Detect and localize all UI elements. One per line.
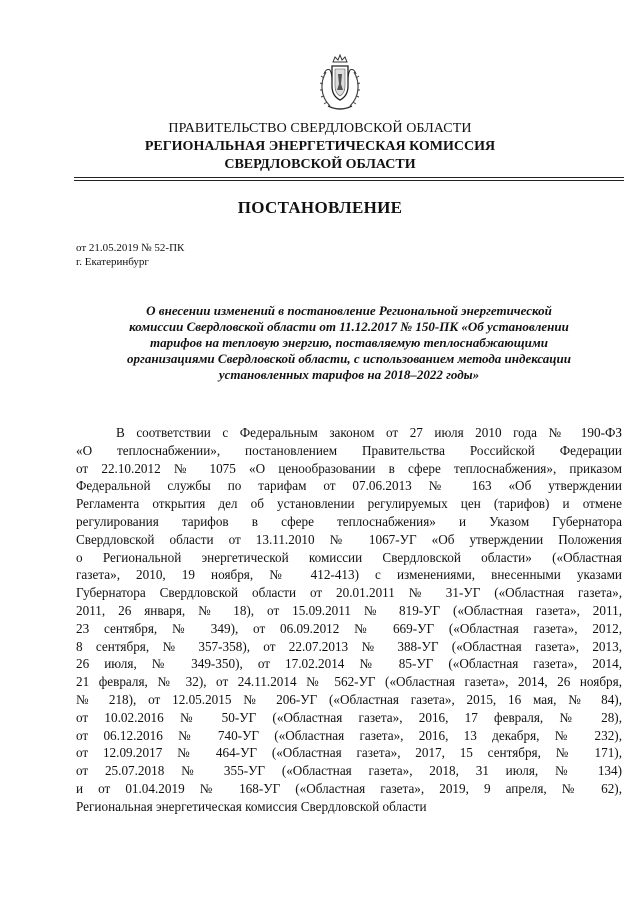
header-divider <box>74 177 624 178</box>
body-line: 2011, 26 января, № 18), от 15.09.2011 № 819-УГ («Областная газета», 2011, <box>76 602 622 618</box>
subject-line: тарифов на тепловую энергию, поставляемую теплоснабжающими <box>150 335 548 350</box>
subject-line: организациями Свердловской области, с использованием метода индексации <box>127 351 571 366</box>
coat-of-arms-icon <box>316 54 364 114</box>
body-line: 26 июля, № 349-350), от 17.02.2014 № 85-УГ («Областная газета», 2014, <box>76 656 622 672</box>
region-name: СВЕРДЛОВСКОЙ ОБЛАСТИ <box>224 157 416 172</box>
government-name: ПРАВИТЕЛЬСТВО СВЕРДЛОВСКОЙ ОБЛАСТИ <box>168 121 472 136</box>
commission-name: РЕГИОНАЛЬНАЯ ЭНЕРГЕТИЧЕСКАЯ КОМИССИЯ <box>144 139 496 154</box>
body-line: Губернатора Свердловской области от 20.01.2011 № 31-УГ («Областная газета», <box>76 585 622 601</box>
body-line: от 12.09.2017 № 464-УГ («Областная газета», 2017, 15 сентября, № 171), <box>76 745 622 761</box>
body-line: и от 01.04.2019 № 168-УГ («Областная газета», 2019, 9 апреля, № 62), <box>76 780 622 796</box>
body-line: Региональная энергетическая комиссия Свердловской области <box>76 798 427 814</box>
body-line: 23 сентября, № 349), от 06.09.2012 № 669-УГ («Областная газета», 2012, <box>76 620 622 636</box>
body-line: от 22.10.2012 № 1075 «О ценообразовании в сфере теплоснабжения», приказом <box>76 460 622 476</box>
body-line: о Региональной энергетической комиссии Свердловской области» («Областная <box>76 549 622 565</box>
subject-line: установленных тарифов на 2018–2022 годы» <box>218 367 480 382</box>
body-line: Регламента открытия дел об установлении регулируемых цен (тарифов) и отмене <box>76 496 622 512</box>
document-subject <box>76 303 622 383</box>
body-line: Федеральной службы по тарифам от 07.06.2013 № 163 «Об утверждении <box>76 478 622 494</box>
document-body <box>76 424 622 816</box>
document-type-title: ПОСТАНОВЛЕНИЕ <box>237 198 403 217</box>
header-divider-second <box>74 180 624 181</box>
document-city: г. Екатеринбург <box>76 256 149 268</box>
subject-line: О внесении изменений в постановление Региональной энергетической <box>146 303 552 318</box>
subject-line: комиссии Свердловской области от 11.12.2017 № 150-ПК «Об установлении <box>129 319 569 334</box>
body-line: В соответствии с Федеральным законом от 27 июля 2010 года № 190-ФЗ <box>116 425 622 440</box>
body-line: от 06.12.2016 № 740-УГ («Областная газета», 2016, 13 декабря, № 232), <box>76 727 622 743</box>
body-line: Свердловской области от 13.11.2010 № 1067-УГ «Об утверждении Положения <box>76 531 622 547</box>
body-line: «О теплоснабжении», постановлением Правительства Российской Федерации <box>76 442 622 458</box>
body-line: от 10.02.2016 № 50-УГ («Областная газета», 2016, 17 февраля, № 28), <box>76 709 622 725</box>
document-date-number: от 21.05.2019 № 52-ПК <box>76 242 185 254</box>
body-line: от 25.07.2018 № 355-УГ («Областная газета», 2018, 31 июля, № 134) <box>76 763 622 779</box>
body-line: № 218), от 12.05.2015 № 206-УГ («Областная газета», 2015, 16 мая, № 84), <box>76 691 622 707</box>
body-line: 8 сентября, № 357-358), от 22.07.2013 № 388-УГ («Областная газета», 2013, <box>76 638 622 654</box>
body-line: регулирования тарифов в сфере теплоснабжения» и Указом Губернатора <box>76 513 622 529</box>
body-line: газета», 2010, 19 ноября, № 412-413) с изменениями, внесенными указами <box>76 567 622 583</box>
body-line: 21 февраля, № 32), от 24.11.2014 № 562-УГ («Областная газета», 2014, 26 ноября, <box>76 674 622 690</box>
